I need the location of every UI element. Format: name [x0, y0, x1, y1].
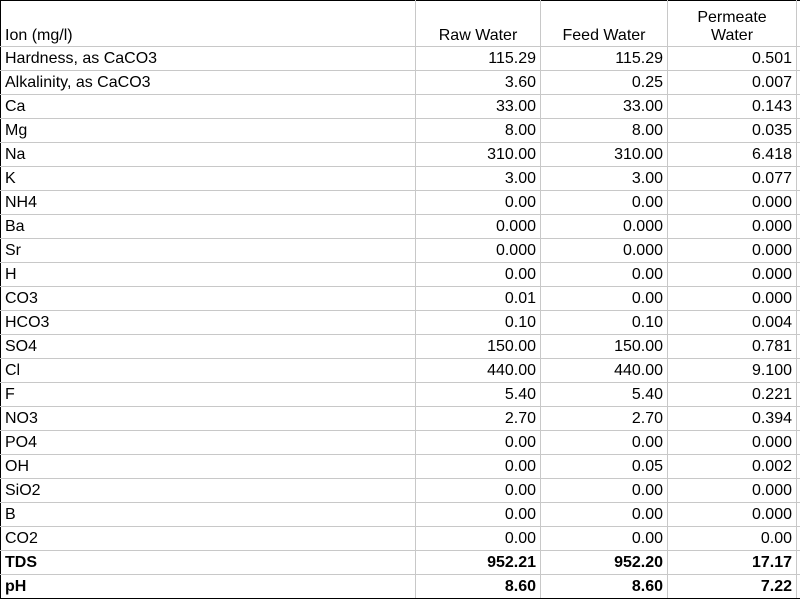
table-row: [1, 143, 800, 167]
raw-water-cell[interactable]: 8.60: [416, 575, 541, 599]
empty-cell[interactable]: [797, 119, 800, 143]
header-permeate-water[interactable]: [668, 1, 797, 47]
table-row: [1, 407, 800, 431]
header-permeate-line1: Permeate: [697, 9, 767, 26]
ion-name-cell[interactable]: TDS: [1, 551, 416, 575]
table-row: [1, 47, 800, 71]
raw-water-cell[interactable]: 3.00: [416, 167, 541, 191]
permeate-water-cell[interactable]: 0.000: [668, 431, 797, 455]
header-permeate-line2: Water: [710, 27, 754, 44]
ion-name-cell[interactable]: SO4: [1, 335, 416, 359]
empty-cell[interactable]: [797, 455, 800, 479]
permeate-water-cell[interactable]: 0.501: [668, 47, 797, 71]
feed-water-cell[interactable]: 440.00: [541, 359, 668, 383]
permeate-water-cell[interactable]: 0.004: [668, 311, 797, 335]
ion-name-cell[interactable]: NO3: [1, 407, 416, 431]
permeate-water-cell[interactable]: 0.000: [668, 263, 797, 287]
raw-water-cell[interactable]: 5.40: [416, 383, 541, 407]
raw-water-cell[interactable]: 0.00: [416, 191, 541, 215]
header-feed-water[interactable]: Feed Water: [541, 1, 668, 47]
feed-water-cell[interactable]: 0.00: [541, 431, 668, 455]
table-body: [1, 47, 800, 599]
ion-name-cell[interactable]: SiO2: [1, 479, 416, 503]
raw-water-cell[interactable]: 440.00: [416, 359, 541, 383]
raw-water-cell[interactable]: 952.21: [416, 551, 541, 575]
table-row: [1, 455, 800, 479]
table-row: [1, 167, 800, 191]
total-row: [1, 575, 800, 599]
permeate-water-cell[interactable]: 0.007: [668, 71, 797, 95]
header-raw-water[interactable]: Raw Water: [416, 1, 541, 47]
ion-name-cell[interactable]: OH: [1, 455, 416, 479]
raw-water-cell[interactable]: 0.00: [416, 431, 541, 455]
ion-name-cell[interactable]: PO4: [1, 431, 416, 455]
table-row: [1, 383, 800, 407]
empty-cell[interactable]: [797, 575, 800, 599]
permeate-water-cell[interactable]: 0.002: [668, 455, 797, 479]
raw-water-cell[interactable]: 0.00: [416, 479, 541, 503]
empty-cell[interactable]: [797, 383, 800, 407]
empty-cell[interactable]: [797, 551, 800, 575]
feed-water-cell[interactable]: 0.00: [541, 479, 668, 503]
empty-cell[interactable]: [797, 1, 800, 47]
table-row: [1, 191, 800, 215]
raw-water-cell[interactable]: 310.00: [416, 143, 541, 167]
table-row: [1, 215, 800, 239]
raw-water-cell[interactable]: 0.10: [416, 311, 541, 335]
raw-water-cell[interactable]: 0.00: [416, 455, 541, 479]
raw-water-cell[interactable]: 3.60: [416, 71, 541, 95]
feed-water-cell[interactable]: 5.40: [541, 383, 668, 407]
ion-name-cell[interactable]: H: [1, 263, 416, 287]
ion-name-cell[interactable]: NH4: [1, 191, 416, 215]
feed-water-cell[interactable]: 0.10: [541, 311, 668, 335]
raw-water-cell[interactable]: 150.00: [416, 335, 541, 359]
empty-cell[interactable]: [797, 167, 800, 191]
permeate-water-cell[interactable]: 0.000: [668, 503, 797, 527]
empty-cell[interactable]: [797, 95, 800, 119]
raw-water-cell[interactable]: 115.29: [416, 47, 541, 71]
permeate-water-cell[interactable]: 17.17: [668, 551, 797, 575]
empty-cell[interactable]: [797, 359, 800, 383]
permeate-water-cell[interactable]: 0.781: [668, 335, 797, 359]
feed-water-cell[interactable]: 0.05: [541, 455, 668, 479]
header-row: [1, 1, 800, 47]
header-ion[interactable]: Ion (mg/l): [1, 1, 416, 47]
table-row: [1, 95, 800, 119]
table-row: [1, 359, 800, 383]
raw-water-cell[interactable]: 0.00: [416, 263, 541, 287]
feed-water-cell[interactable]: 0.00: [541, 527, 668, 551]
feed-water-cell[interactable]: 150.00: [541, 335, 668, 359]
table-row: [1, 527, 800, 551]
ion-name-cell[interactable]: Alkalinity, as CaCO3: [1, 71, 416, 95]
empty-cell[interactable]: [797, 479, 800, 503]
ion-name-cell[interactable]: K: [1, 167, 416, 191]
feed-water-cell[interactable]: 0.00: [541, 287, 668, 311]
ion-name-cell[interactable]: Ba: [1, 215, 416, 239]
feed-water-cell[interactable]: 0.000: [541, 239, 668, 263]
permeate-water-cell[interactable]: 7.22: [668, 575, 797, 599]
empty-cell[interactable]: [797, 527, 800, 551]
raw-water-cell[interactable]: 33.00: [416, 95, 541, 119]
permeate-water-cell[interactable]: 9.100: [668, 359, 797, 383]
feed-water-cell[interactable]: 3.00: [541, 167, 668, 191]
permeate-water-cell[interactable]: 0.143: [668, 95, 797, 119]
table-row: [1, 335, 800, 359]
table-row: [1, 287, 800, 311]
feed-water-cell[interactable]: 0.00: [541, 191, 668, 215]
permeate-water-cell[interactable]: 0.394: [668, 407, 797, 431]
table-row: [1, 239, 800, 263]
ion-name-cell[interactable]: Hardness, as CaCO3: [1, 47, 416, 71]
ion-name-cell[interactable]: Ca: [1, 95, 416, 119]
empty-cell[interactable]: [797, 71, 800, 95]
table-row: [1, 311, 800, 335]
raw-water-cell[interactable]: 0.01: [416, 287, 541, 311]
empty-cell[interactable]: [797, 143, 800, 167]
raw-water-cell[interactable]: 0.00: [416, 527, 541, 551]
raw-water-cell[interactable]: 0.00: [416, 503, 541, 527]
table-row: [1, 431, 800, 455]
ion-name-cell[interactable]: CO2: [1, 527, 416, 551]
empty-cell[interactable]: [797, 311, 800, 335]
feed-water-cell[interactable]: 0.000: [541, 215, 668, 239]
total-row: [1, 551, 800, 575]
empty-cell[interactable]: [797, 335, 800, 359]
feed-water-cell[interactable]: 0.25: [541, 71, 668, 95]
ion-name-cell[interactable]: CO3: [1, 287, 416, 311]
empty-cell[interactable]: [797, 47, 800, 71]
ion-name-cell[interactable]: pH: [1, 575, 416, 599]
empty-cell[interactable]: [797, 191, 800, 215]
ion-name-cell[interactable]: Na: [1, 143, 416, 167]
permeate-water-cell[interactable]: 6.418: [668, 143, 797, 167]
permeate-water-cell[interactable]: 0.000: [668, 191, 797, 215]
permeate-water-cell[interactable]: 0.00: [668, 527, 797, 551]
raw-water-cell[interactable]: 2.70: [416, 407, 541, 431]
empty-cell[interactable]: [797, 287, 800, 311]
table-row: [1, 503, 800, 527]
table-row: [1, 119, 800, 143]
ion-name-cell[interactable]: B: [1, 503, 416, 527]
ion-name-cell[interactable]: HCO3: [1, 311, 416, 335]
feed-water-cell[interactable]: 0.00: [541, 503, 668, 527]
ion-name-cell[interactable]: Cl: [1, 359, 416, 383]
permeate-water-cell[interactable]: 0.077: [668, 167, 797, 191]
feed-water-cell[interactable]: 952.20: [541, 551, 668, 575]
permeate-water-cell[interactable]: 0.000: [668, 239, 797, 263]
feed-water-cell[interactable]: 33.00: [541, 95, 668, 119]
raw-water-cell[interactable]: 0.000: [416, 239, 541, 263]
feed-water-cell[interactable]: 310.00: [541, 143, 668, 167]
empty-cell[interactable]: [797, 503, 800, 527]
raw-water-cell[interactable]: 8.00: [416, 119, 541, 143]
table-row: [1, 71, 800, 95]
empty-cell[interactable]: [797, 239, 800, 263]
table-row: [1, 263, 800, 287]
table-row: [1, 479, 800, 503]
feed-water-cell[interactable]: 115.29: [541, 47, 668, 71]
empty-cell[interactable]: [797, 407, 800, 431]
empty-cell[interactable]: [797, 215, 800, 239]
permeate-water-cell[interactable]: 0.000: [668, 215, 797, 239]
ion-name-cell[interactable]: Mg: [1, 119, 416, 143]
feed-water-cell[interactable]: 2.70: [541, 407, 668, 431]
feed-water-cell[interactable]: 8.00: [541, 119, 668, 143]
empty-cell[interactable]: [797, 431, 800, 455]
feed-water-cell[interactable]: 0.00: [541, 263, 668, 287]
raw-water-cell[interactable]: 0.000: [416, 215, 541, 239]
permeate-water-cell[interactable]: 0.000: [668, 287, 797, 311]
empty-cell[interactable]: [797, 263, 800, 287]
permeate-water-cell[interactable]: 0.000: [668, 479, 797, 503]
permeate-water-cell[interactable]: 0.035: [668, 119, 797, 143]
feed-water-cell[interactable]: 8.60: [541, 575, 668, 599]
permeate-water-cell[interactable]: 0.221: [668, 383, 797, 407]
ion-name-cell[interactable]: Sr: [1, 239, 416, 263]
ion-name-cell[interactable]: F: [1, 383, 416, 407]
